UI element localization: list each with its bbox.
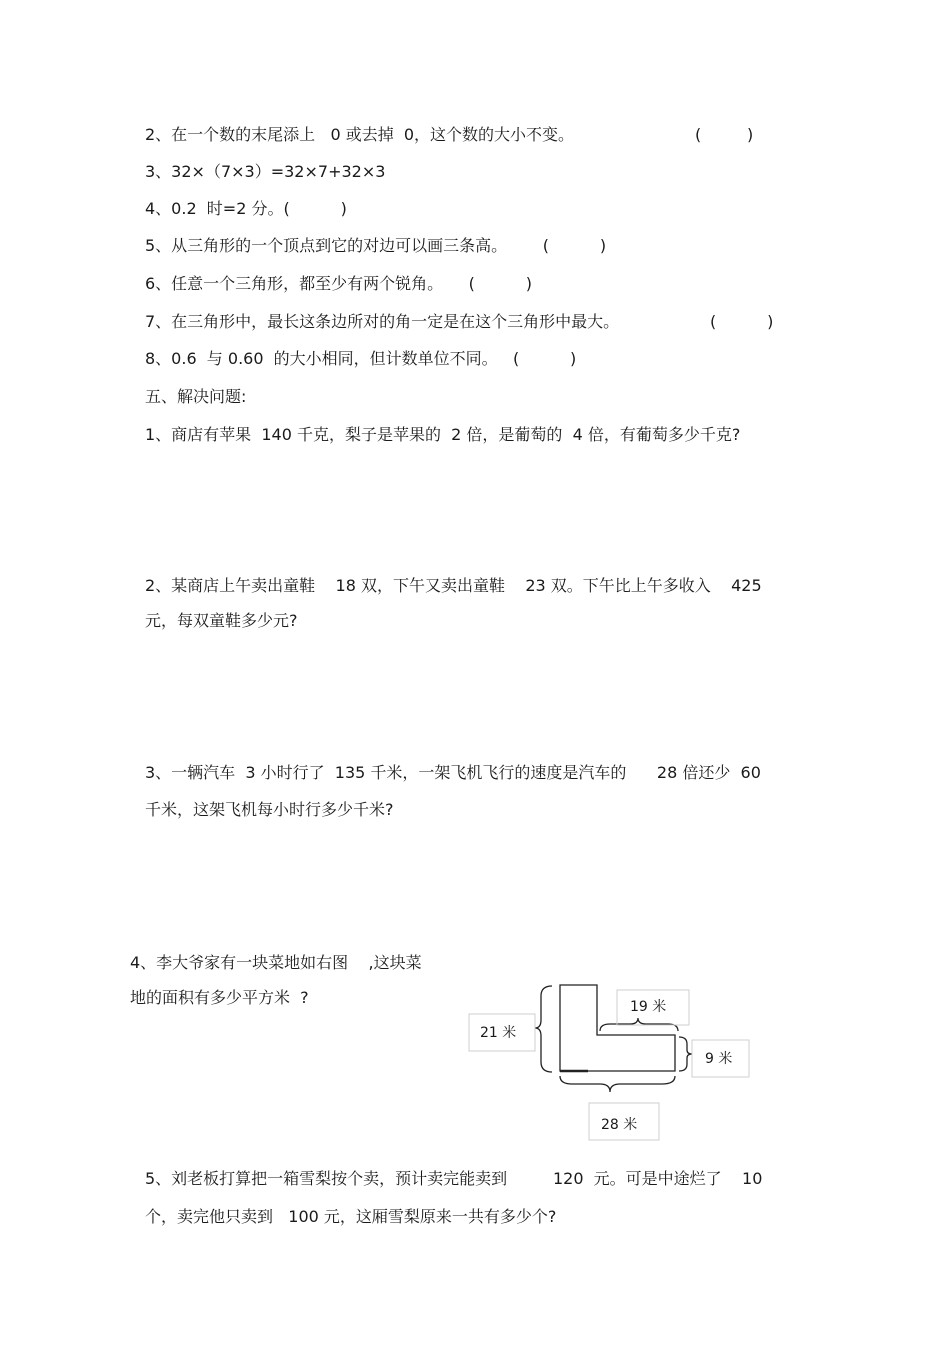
brace-9 xyxy=(679,1037,692,1071)
question-8: 8、0.6 与 0.60 的大小相同，但计数单位不同。 ( ) xyxy=(145,349,577,368)
label-19m: 19 米 xyxy=(630,999,667,1015)
problem-4-line-2: 地的面积有多少平方米 ? xyxy=(130,988,309,1007)
answer-paren-7[interactable]: ( ) xyxy=(710,312,774,331)
question-4: 4、0.2 时=2 分。( ) xyxy=(145,199,347,218)
question-3: 3、32×（7×3）=32×7+32×3 xyxy=(145,162,386,181)
section-title: 五、解决问题: xyxy=(145,387,247,406)
answer-paren-2[interactable]: ( ) xyxy=(695,125,754,144)
question-6: 6、任意一个三角形，都至少有两个锐角。 ( ) xyxy=(145,274,532,293)
problem-3-line-1: 3、一辆汽车 3 小时行了 135 千米，一架飞机飞行的速度是汽车的 28 倍还少 60 xyxy=(145,763,761,782)
problem-3-line-2: 千米，这架飞机每小时行多少千米? xyxy=(145,800,394,819)
problem-2-line-2: 元，每双童鞋多少元? xyxy=(145,611,298,630)
brace-28 xyxy=(560,1076,675,1092)
label-9m: 9 米 xyxy=(705,1051,733,1067)
problem-5-line-1: 5、刘老板打算把一箱雪梨按个卖，预计卖完能卖到 120 元。可是中途烂了 10 xyxy=(145,1169,763,1188)
question-2: 2、在一个数的末尾添上 0 或去掉 0，这个数的大小不变。 xyxy=(145,125,575,144)
problem-4-line-1: 4、李大爷家有一块菜地如右图 ,这块菜 xyxy=(130,953,422,972)
problem-1: 1、商店有苹果 140 千克，梨子是苹果的 2 倍，是葡萄的 4 倍，有葡萄多少千克? xyxy=(145,425,741,444)
question-5: 5、从三角形的一个顶点到它的对边可以画三条高。 ( ) xyxy=(145,236,607,255)
brace-21 xyxy=(535,986,552,1072)
question-7: 7、在三角形中，最长这条边所对的角一定是在这个三角形中最大。 xyxy=(145,312,620,331)
problem-2-line-1: 2、某商店上午卖出童鞋 18 双，下午又卖出童鞋 23 双。下午比上午多收入 425 xyxy=(145,576,762,595)
problem-5-line-2: 个，卖完他只卖到 100 元，这厢雪梨原来一共有多少个? xyxy=(145,1207,557,1226)
label-21m: 21 米 xyxy=(480,1025,517,1041)
label-28m: 28 米 xyxy=(601,1117,638,1133)
